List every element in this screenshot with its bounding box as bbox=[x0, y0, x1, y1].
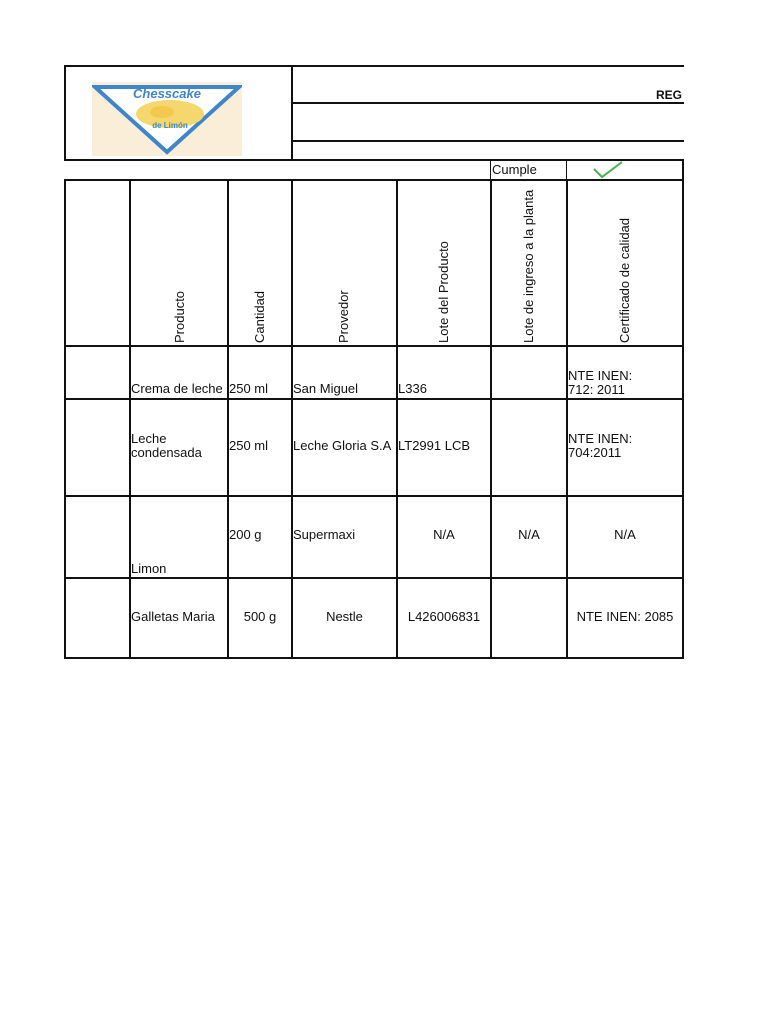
table-cell-producto: Galletas Maria bbox=[131, 609, 215, 624]
column-header-cantidad: Cantidad bbox=[252, 290, 267, 343]
col-border-7 bbox=[682, 159, 684, 659]
row-1-bottom bbox=[64, 398, 684, 400]
table-cell-provedor: Nestle bbox=[326, 609, 363, 624]
column-header-certificado: Certificado de calidad bbox=[617, 217, 632, 343]
cumple-left-border bbox=[490, 160, 491, 180]
table-cell-cantidad: 250 ml bbox=[229, 381, 269, 396]
cumple-label: Cumple bbox=[492, 162, 537, 177]
col-border-0 bbox=[64, 179, 66, 659]
table-cell-provedor: San Miguel bbox=[293, 381, 359, 396]
col-border-3 bbox=[291, 179, 293, 659]
header-top-border bbox=[64, 65, 684, 67]
col-border-2 bbox=[227, 179, 229, 659]
col-border-6 bbox=[566, 179, 568, 659]
table-cell-certificado: NTE INEN: 2085 bbox=[576, 609, 674, 624]
table-cell-lote: LT2991 LCB bbox=[398, 438, 471, 453]
table-cell-lote-ingreso: N/A bbox=[518, 527, 540, 542]
document-title: REG bbox=[656, 88, 683, 102]
cumple-mid-border bbox=[566, 160, 567, 180]
header-divider-1 bbox=[291, 102, 684, 104]
table-cell-producto: Leche condensada bbox=[131, 431, 202, 460]
row-2-bottom bbox=[64, 495, 684, 497]
row-3-bottom bbox=[64, 577, 684, 579]
table-cell-provedor: Leche Gloria S.A bbox=[293, 438, 392, 453]
col-border-4 bbox=[396, 179, 398, 659]
table-cell-lote: N/A bbox=[433, 527, 455, 542]
checkmark-icon bbox=[592, 160, 624, 180]
table-cell-cantidad: 500 g bbox=[243, 609, 277, 624]
column-header-lote-ingreso: Lote de ingreso a la planta bbox=[521, 189, 536, 343]
logo-title: Chesscake bbox=[133, 86, 201, 101]
column-header-provedor: Provedor bbox=[336, 290, 351, 343]
table-bottom-border bbox=[64, 657, 684, 659]
table-cell-certificado: NTE INEN: 712: 2011 bbox=[568, 368, 633, 397]
header-mid-border bbox=[291, 65, 293, 161]
table-cell-cantidad: 250 ml bbox=[229, 438, 269, 453]
table-cell-lote: L336 bbox=[398, 381, 427, 396]
header-left-border bbox=[64, 65, 66, 161]
cumple-top-border bbox=[490, 160, 684, 161]
table-cell-certificado: N/A bbox=[614, 527, 636, 542]
col-border-5 bbox=[490, 179, 492, 659]
header-divider-2 bbox=[291, 140, 684, 142]
table-cell-producto: Limon bbox=[131, 561, 167, 576]
column-header-lote-producto: Lote del Producto bbox=[436, 241, 451, 343]
table-top-border bbox=[64, 179, 684, 181]
table-header-bottom bbox=[64, 345, 684, 347]
column-header-producto: Producto bbox=[172, 290, 187, 343]
table-cell-cantidad: 200 g bbox=[229, 527, 262, 542]
table-cell-producto: Crema de leche bbox=[131, 381, 223, 396]
table-cell-certificado: NTE INEN: 704:2011 bbox=[568, 431, 633, 460]
table-cell-provedor: Supermaxi bbox=[293, 527, 356, 542]
logo-subtitle: de Limón bbox=[152, 121, 188, 130]
logo bbox=[92, 82, 242, 156]
col-border-1 bbox=[129, 179, 131, 659]
table-cell-lote: L426006831 bbox=[407, 609, 481, 624]
